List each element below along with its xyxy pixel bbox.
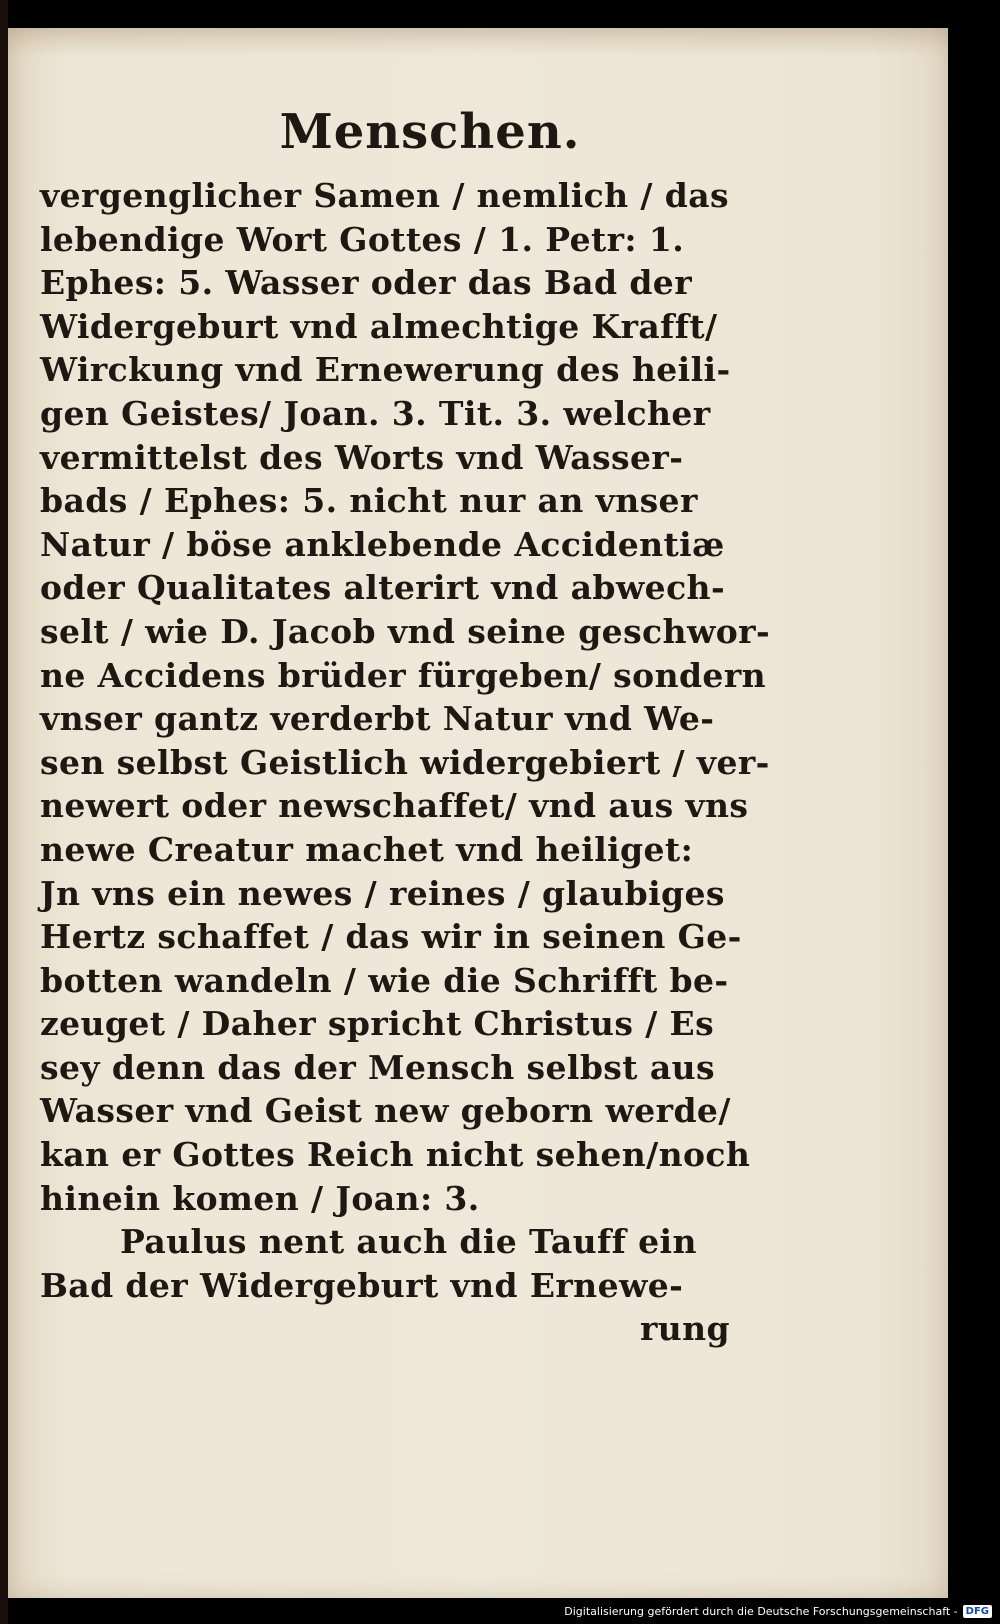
text-line: bads / Ephes: 5. nicht nur an vnser	[40, 481, 698, 521]
text-line: Widergeburt vnd almechtige Krafft/	[40, 306, 718, 346]
text-line: oder Qualitates alterirt vnd abwech-	[40, 568, 726, 608]
text-line: botten wandeln / wie die Schrifft be-	[40, 960, 729, 1000]
text-line: Wirckung vnd Ernewerung des heili-	[40, 350, 731, 390]
text-line: zeuget / Daher spricht Christus / Es	[40, 1004, 715, 1044]
text-line: Jn vns ein newes / reines / glaubiges	[40, 873, 725, 913]
text-line: vermittelst des Worts vnd Wasser-	[40, 437, 684, 477]
text-line: newe Creatur machet vnd heiliget:	[40, 829, 694, 869]
running-head: Menschen.	[279, 104, 581, 160]
book-page	[8, 28, 948, 1598]
dfg-logo: DFG	[963, 1605, 992, 1618]
paragraph-start-line: Paulus nent auch die Tauff ein	[120, 1222, 697, 1262]
text-line: Bad der Widergeburt vnd Ernewe-	[40, 1265, 684, 1305]
dfg-funding-footer	[564, 1602, 992, 1620]
text-line: selt / wie D. Jacob vnd seine geschwor-	[40, 611, 771, 651]
text-line: kan er Gottes Reich nicht sehen/noch	[40, 1135, 751, 1175]
text-line: vergenglicher Samen / nemlich / das	[40, 176, 730, 215]
text-line: hinein komen / Joan: 3.	[40, 1178, 480, 1218]
footer-text: Digitalisierung gefördert durch die Deutsche Forschungsgemeinschaft -	[564, 1604, 958, 1618]
text-line: sen selbst Geistlich widergebiert / ver-	[40, 742, 770, 782]
text-line: sey denn das der Mensch selbst aus	[40, 1047, 715, 1087]
text-line: gen Geistes/ Joan. 3. Tit. 3. welcher	[40, 393, 711, 433]
binding-edge	[0, 0, 8, 1624]
catchword: rung	[639, 1309, 730, 1349]
text-line: Hertz schaffet / das wir in seinen Ge-	[40, 917, 742, 957]
text-block	[40, 94, 771, 1351]
text-line: ne Accidens brüder fürgeben/ sondern	[40, 655, 767, 695]
text-line: Wasser vnd Geist new geborn werde/	[40, 1091, 731, 1131]
text-line: Ephes: 5. Wasser oder das Bad der	[40, 263, 692, 303]
text-line: lebendige Wort Gottes / 1. Petr: 1.	[40, 219, 685, 259]
text-line: Natur / böse anklebende Accidentiæ	[40, 524, 725, 564]
text-line: newert oder newschaffet/ vnd aus vns	[40, 786, 749, 826]
text-line: vnser gantz verderbt Natur vnd We-	[40, 699, 715, 739]
